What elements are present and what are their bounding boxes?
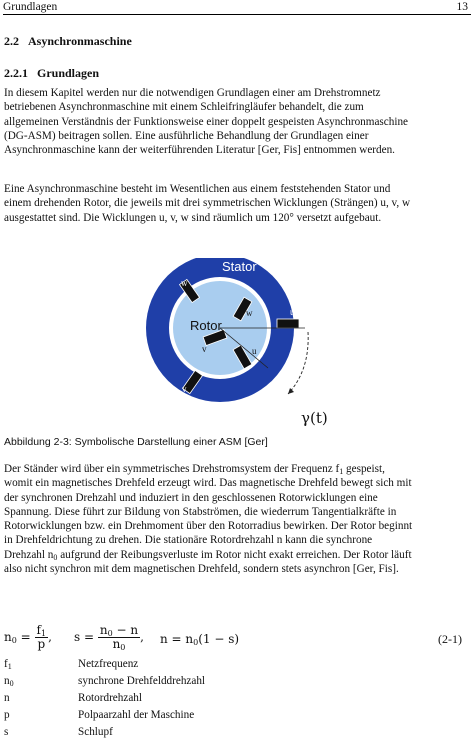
stator-w-label: w	[181, 278, 188, 288]
eq-operator: =	[20, 630, 31, 644]
eq-symbol: n	[112, 637, 121, 651]
stator-v-label: v	[182, 384, 187, 394]
subsection-number: 2.2.1	[4, 66, 28, 80]
header-chapter: Grundlagen	[3, 1, 58, 13]
text-span: Der Ständer wird über ein symmetrisches Drehstromsystem der Frequenz f	[4, 463, 340, 475]
eq-symbol: n	[99, 623, 108, 637]
page-header	[3, 0, 471, 15]
symbol-s: s	[4, 726, 9, 738]
text-line: Eine Asynchronmaschine besteht im Wesentlichen aus einem feststehenden Stator und	[4, 183, 391, 195]
symbol-n: n	[4, 692, 10, 704]
text-line: (DG-ASM) beitragen sollen. Eine ausführliche Behandlung der Grundlagen einer	[4, 129, 369, 142]
text-line: ausgestattet sind. Die Wicklungen u, v, w sind räumlich um 120° versetzt aufgebaut.	[4, 211, 382, 224]
eq-symbol: s =	[74, 630, 95, 644]
text-line: allgemeinen Verständnis der Funktionsweise einer doppelt gespeisten Asynchronmaschine	[4, 115, 409, 128]
text-line	[4, 462, 470, 476]
text-line: Asynchronmaschine kann der weiterführenden Literatur [Ger, Fis] entnommen werden.	[4, 144, 395, 157]
paragraph-operation	[4, 462, 470, 576]
subscript: 0	[120, 643, 126, 652]
text-line: Spannung. Diese führt zur Bildung von Stabströmen, die wiederrum Tangentialkräfte in	[4, 505, 397, 518]
subscript: 0	[53, 552, 58, 562]
equation-number: (2-1)	[438, 632, 462, 646]
angle-arrowhead	[288, 388, 294, 394]
text-span: gespeist,	[343, 463, 385, 475]
definition-n0: synchrone Drehfelddrehzahl	[78, 675, 206, 687]
subscript: 1	[41, 629, 47, 638]
subsection-title: Grundlagen	[37, 66, 100, 80]
eq-symbol: f	[36, 623, 41, 637]
equation-synchronous-speed	[4, 624, 52, 651]
text-line: betriebenen Asynchronmaschine mit einem Schleifringläufer behandelt, die zum	[4, 101, 364, 114]
subscript: 0	[193, 638, 199, 647]
text-line: In diesem Kapitel werden nur die notwendigen Grundlagen einer am Drehstromnetz	[4, 87, 381, 99]
text-line: womit ein magnetisches Drehfeld erzeugt wird. Das magnetische Drehfeld bewegt sich mit	[4, 477, 412, 490]
paragraph-structure	[4, 182, 470, 225]
text-span: Drehzahl n	[4, 548, 54, 561]
asm-figure	[140, 258, 340, 428]
text-line	[4, 548, 470, 562]
stator-winding-u	[277, 319, 299, 328]
equation-rotor-speed	[160, 632, 239, 646]
numerator	[98, 624, 140, 638]
section-number: 2.2	[4, 34, 19, 48]
subscript: 0	[107, 629, 113, 638]
symbol: n	[4, 675, 10, 687]
definition-p: Polpaarzahl der Maschine	[78, 709, 195, 721]
symbol-p: p	[4, 709, 10, 721]
eq-symbol: n	[4, 630, 12, 644]
rotor-label: Rotor	[190, 318, 222, 333]
figure-caption: Abbildung 2-3: Symbolische Darstellung einer ASM [Ger]	[4, 436, 268, 448]
text-line: also nicht synchron mit dem magnetischen Drehfeld, sondern stets asynchron [Ger, Fis].	[4, 563, 399, 576]
rotor-v-label: v	[202, 344, 207, 354]
text-line: einem drehenden Rotor, die jeweils mit drei symmetrischen Wicklungen (Strängen) u, v, w	[4, 197, 411, 210]
page-number: 13	[456, 1, 468, 13]
definition-n: Rotordrehzahl	[78, 692, 142, 704]
subscript: 0	[9, 679, 14, 688]
eq-symbol: − n	[112, 623, 139, 637]
definition-f1: Netzfrequenz	[78, 658, 139, 670]
eq-separator: ,	[140, 630, 144, 644]
text-line: Rotorwicklungen bzw. ein Drehmoment über den Rotorradius bewirken. Der Rotor beginnt	[4, 520, 413, 533]
stator-label: Stator	[222, 259, 257, 274]
rotor-w-label: w	[246, 308, 253, 318]
denominator: p	[37, 637, 46, 651]
subscript: 1	[7, 662, 12, 671]
rotor-u-label: u	[252, 346, 257, 356]
symbol-f1	[4, 658, 12, 671]
subscript: 1	[339, 467, 344, 476]
eq-symbol: n = n	[160, 632, 194, 646]
section-heading	[4, 34, 132, 48]
gamma-label: γ(t)	[301, 409, 328, 427]
symbol-n0	[4, 675, 14, 688]
text-line: der synchronen Drehzahl und induziert in den geschlossenen Rotorwicklungen eine	[4, 491, 378, 504]
denominator	[98, 638, 140, 651]
symbol: f	[4, 658, 8, 670]
subscript: 0	[11, 636, 17, 645]
stator-u-label: u	[290, 307, 295, 317]
section-title: Asynchronmaschine	[28, 34, 132, 48]
eq-symbol: (1 − s)	[198, 632, 240, 646]
eq-separator: ,	[48, 630, 52, 644]
fraction	[35, 624, 49, 651]
fraction	[98, 624, 140, 651]
numerator	[35, 624, 49, 638]
asm-diagram	[140, 258, 340, 428]
text-span: aufgrund der Reibungsverluste im Rotor nicht exakt erreichen. Der Rotor läuft	[57, 548, 412, 561]
equation-slip	[74, 624, 144, 651]
text-line: in Drehfeldrichtung zu drehen. Die stationäre Rotordrehzahl n kann die synchrone	[4, 534, 373, 547]
definition-s: Schlupf	[78, 726, 113, 738]
paragraph-intro	[4, 86, 470, 157]
subsection-heading	[4, 66, 99, 80]
